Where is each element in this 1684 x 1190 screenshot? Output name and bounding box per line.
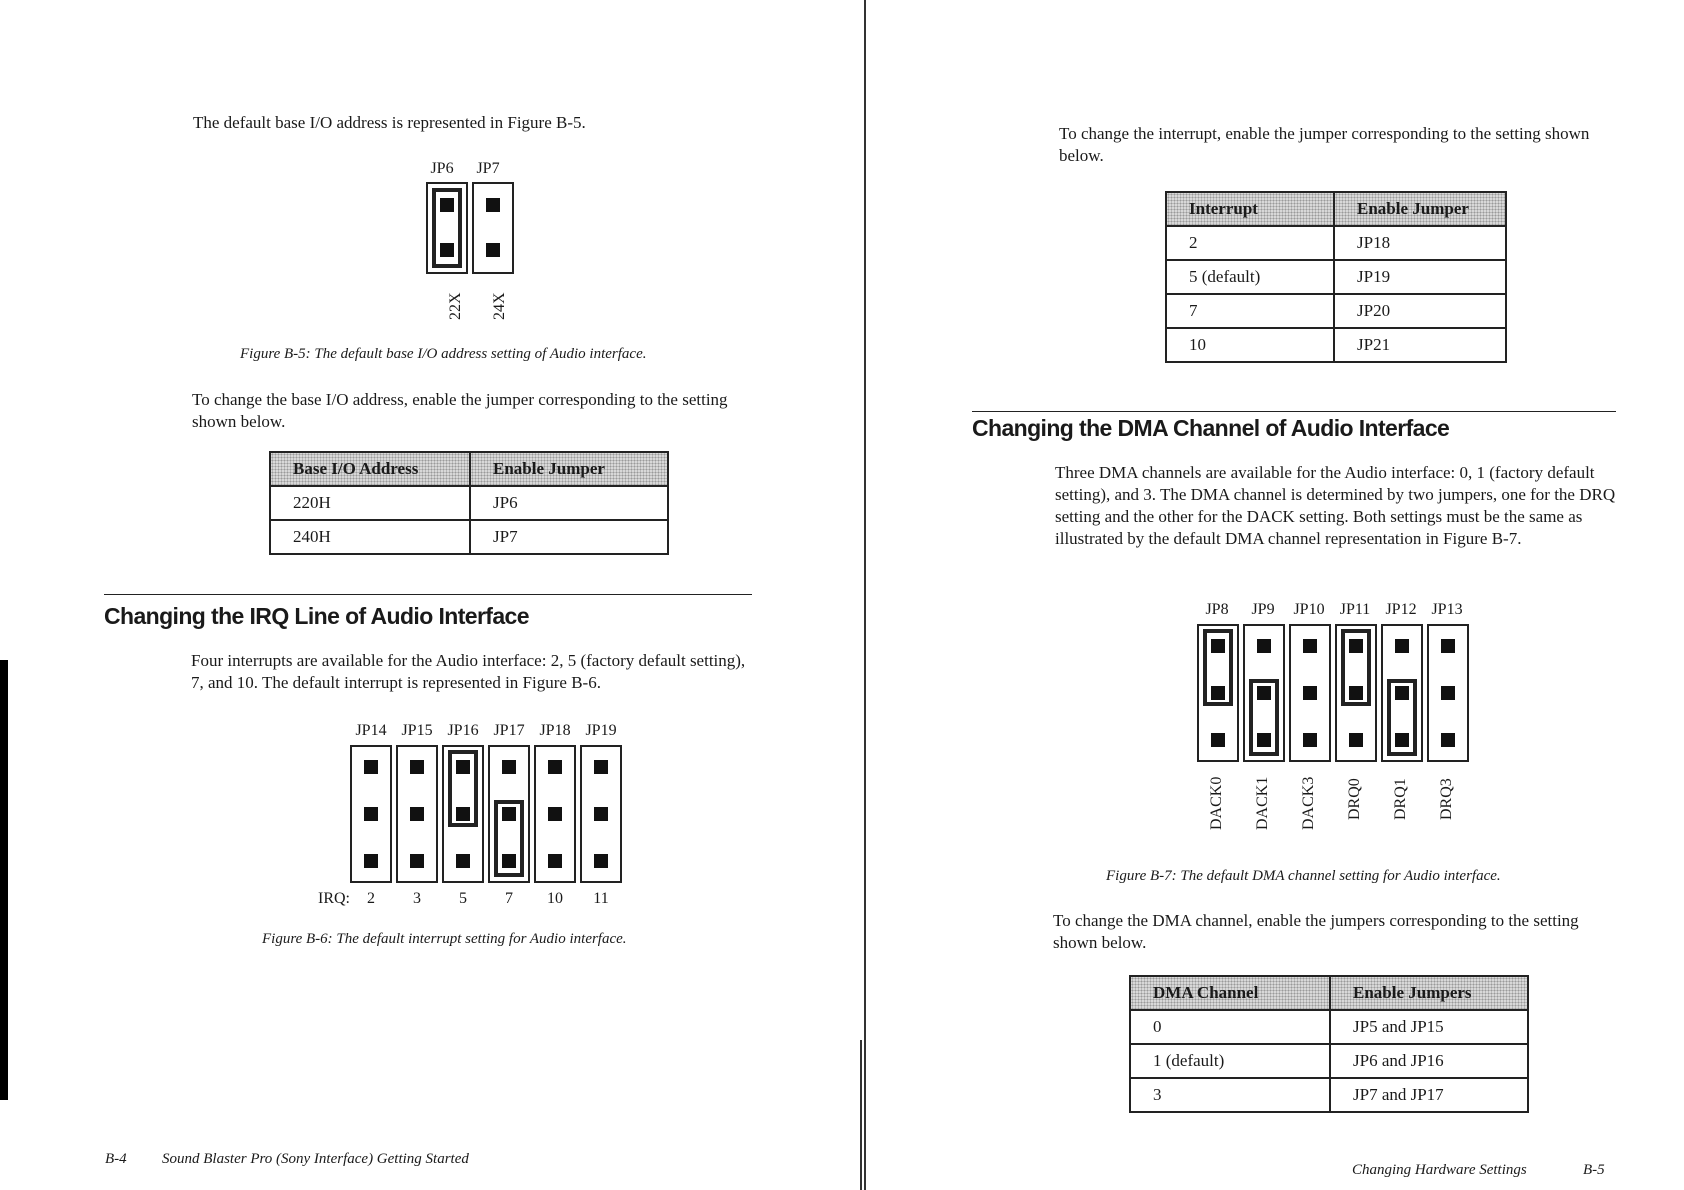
irq-label: IRQ: xyxy=(318,890,350,907)
jumper-diagram-b6 xyxy=(350,745,626,885)
table-cell: JP5 and JP15 xyxy=(1330,1010,1528,1044)
table-cell: JP20 xyxy=(1334,294,1506,328)
signal-label: DRQ0 xyxy=(1346,778,1363,820)
irq-value: 3 xyxy=(413,890,421,907)
jumper-label: JP8 xyxy=(1205,601,1229,618)
table-row xyxy=(1130,1078,1528,1112)
jumper-label: JP6 xyxy=(430,160,454,177)
jumper-label: JP7 xyxy=(476,160,500,177)
table-row xyxy=(1130,1044,1528,1078)
table-cell: 7 xyxy=(1166,294,1334,328)
signal-label: DACK0 xyxy=(1208,776,1225,830)
signal-label: DACK3 xyxy=(1300,776,1317,830)
change-base-text: To change the base I/O address, enable the jumper corresponding to the setting shown below. xyxy=(192,390,728,431)
table-cell: 0 xyxy=(1130,1010,1330,1044)
irq-value: 10 xyxy=(547,890,563,907)
irq-value: 7 xyxy=(505,890,513,907)
irq-paragraph: Four interrupts are available for the Audio interface: 2, 5 (factory default setting), 7, and 10. The default interrupt is represented in Figure B-6. xyxy=(191,651,746,692)
table-cell: 2 xyxy=(1166,226,1334,260)
table-cell: JP7 xyxy=(470,520,668,554)
jumper-label: JP11 xyxy=(1339,601,1371,618)
change-dma-text: To change the DMA channel, enable the jumpers corresponding to the setting shown below. xyxy=(1053,911,1579,952)
table-header: DMA Channel xyxy=(1130,976,1330,1010)
footer-title: Sound Blaster Pro (Sony Interface) Getting Started xyxy=(162,1151,469,1167)
table-cell: 5 (default) xyxy=(1166,260,1334,294)
figure-caption: Figure B-6: The default interrupt setting for Audio interface. xyxy=(262,931,627,947)
table-cell: 10 xyxy=(1166,328,1334,362)
jumper-pin xyxy=(440,243,454,257)
jumper-label: JP18 xyxy=(539,722,571,739)
footer-page-number: B-5 xyxy=(1583,1162,1605,1178)
jumper-block xyxy=(473,183,513,273)
signal-label: DRQ1 xyxy=(1392,778,1409,820)
signal-label: DRQ3 xyxy=(1438,778,1455,820)
jumper-diagram-b5 xyxy=(426,182,516,277)
scan-edge-left xyxy=(0,660,8,1100)
intro-paragraph: The default base I/O address is represented in Figure B-5. xyxy=(193,113,586,132)
footer-title: Changing Hardware Settings xyxy=(1352,1162,1527,1178)
irq-value: 2 xyxy=(367,890,375,907)
dma-table xyxy=(1129,975,1529,1113)
table-cell: JP6 xyxy=(470,486,668,520)
section-heading: Changing the DMA Channel of Audio Interface xyxy=(972,415,1450,441)
table-header: Base I/O Address xyxy=(270,452,470,486)
page-spine xyxy=(864,0,866,1190)
jumper-label: JP9 xyxy=(1251,601,1275,618)
jumper-diagram-b7 xyxy=(1197,624,1473,764)
table-header: Enable Jumpers xyxy=(1330,976,1528,1010)
setting-label: 22X xyxy=(447,292,464,320)
jumper-label: JP19 xyxy=(585,722,617,739)
table-row xyxy=(1166,328,1506,362)
section-rule xyxy=(104,594,752,595)
irq-value: 5 xyxy=(459,890,467,907)
interrupt-table xyxy=(1165,191,1507,363)
jumper-label: JP12 xyxy=(1385,601,1417,618)
setting-label: 24X xyxy=(491,292,508,320)
jumper-label: JP16 xyxy=(447,722,479,739)
table-row xyxy=(1166,226,1506,260)
section-heading: Changing the IRQ Line of Audio Interface xyxy=(104,603,529,629)
table-row xyxy=(1166,294,1506,328)
table-header: Enable Jumper xyxy=(470,452,668,486)
table-cell: 220H xyxy=(270,486,470,520)
jumper-pin xyxy=(440,198,454,212)
table-header: Enable Jumper xyxy=(1334,192,1506,226)
section-rule xyxy=(972,411,1616,412)
jumper-label: JP14 xyxy=(355,722,387,739)
jumper-label: JP10 xyxy=(1293,601,1325,618)
table-cell: JP19 xyxy=(1334,260,1506,294)
jumper-pin xyxy=(486,243,500,257)
dma-paragraph: Three DMA channels are available for the Audio interface: 0, 1 (factory default setting), and 3. The DMA channel is determined by two jumpers, one for the DRQ setting and the other for the DACK setting. Both settings must be the same as illustrated by the default DMA channel representation in Figure B-7. xyxy=(1055,463,1616,548)
table-row xyxy=(1166,260,1506,294)
page-spine-lower xyxy=(860,1040,862,1190)
jumper-pin xyxy=(486,198,500,212)
table-row xyxy=(270,486,668,520)
jumper-label: JP15 xyxy=(401,722,433,739)
table-cell: 240H xyxy=(270,520,470,554)
table-cell: JP7 and JP17 xyxy=(1330,1078,1528,1112)
table-cell: JP21 xyxy=(1334,328,1506,362)
figure-caption: Figure B-7: The default DMA channel setting for Audio interface. xyxy=(1106,868,1501,884)
irq-value: 11 xyxy=(593,890,609,907)
table-row xyxy=(1130,1010,1528,1044)
footer-page-number: B-4 xyxy=(105,1151,127,1167)
jumper-label: JP17 xyxy=(493,722,525,739)
table-row xyxy=(270,520,668,554)
change-interrupt-text: To change the interrupt, enable the jumper corresponding to the setting shown below. xyxy=(1059,124,1590,165)
jumper-label: JP13 xyxy=(1431,601,1463,618)
table-cell: JP18 xyxy=(1334,226,1506,260)
table-cell: 3 xyxy=(1130,1078,1330,1112)
table-header: Interrupt xyxy=(1166,192,1334,226)
base-io-table xyxy=(269,451,669,555)
table-cell: JP6 and JP16 xyxy=(1330,1044,1528,1078)
table-cell: 1 (default) xyxy=(1130,1044,1330,1078)
figure-caption: Figure B-5: The default base I/O address setting of Audio interface. xyxy=(240,346,647,362)
signal-label: DACK1 xyxy=(1254,776,1271,830)
